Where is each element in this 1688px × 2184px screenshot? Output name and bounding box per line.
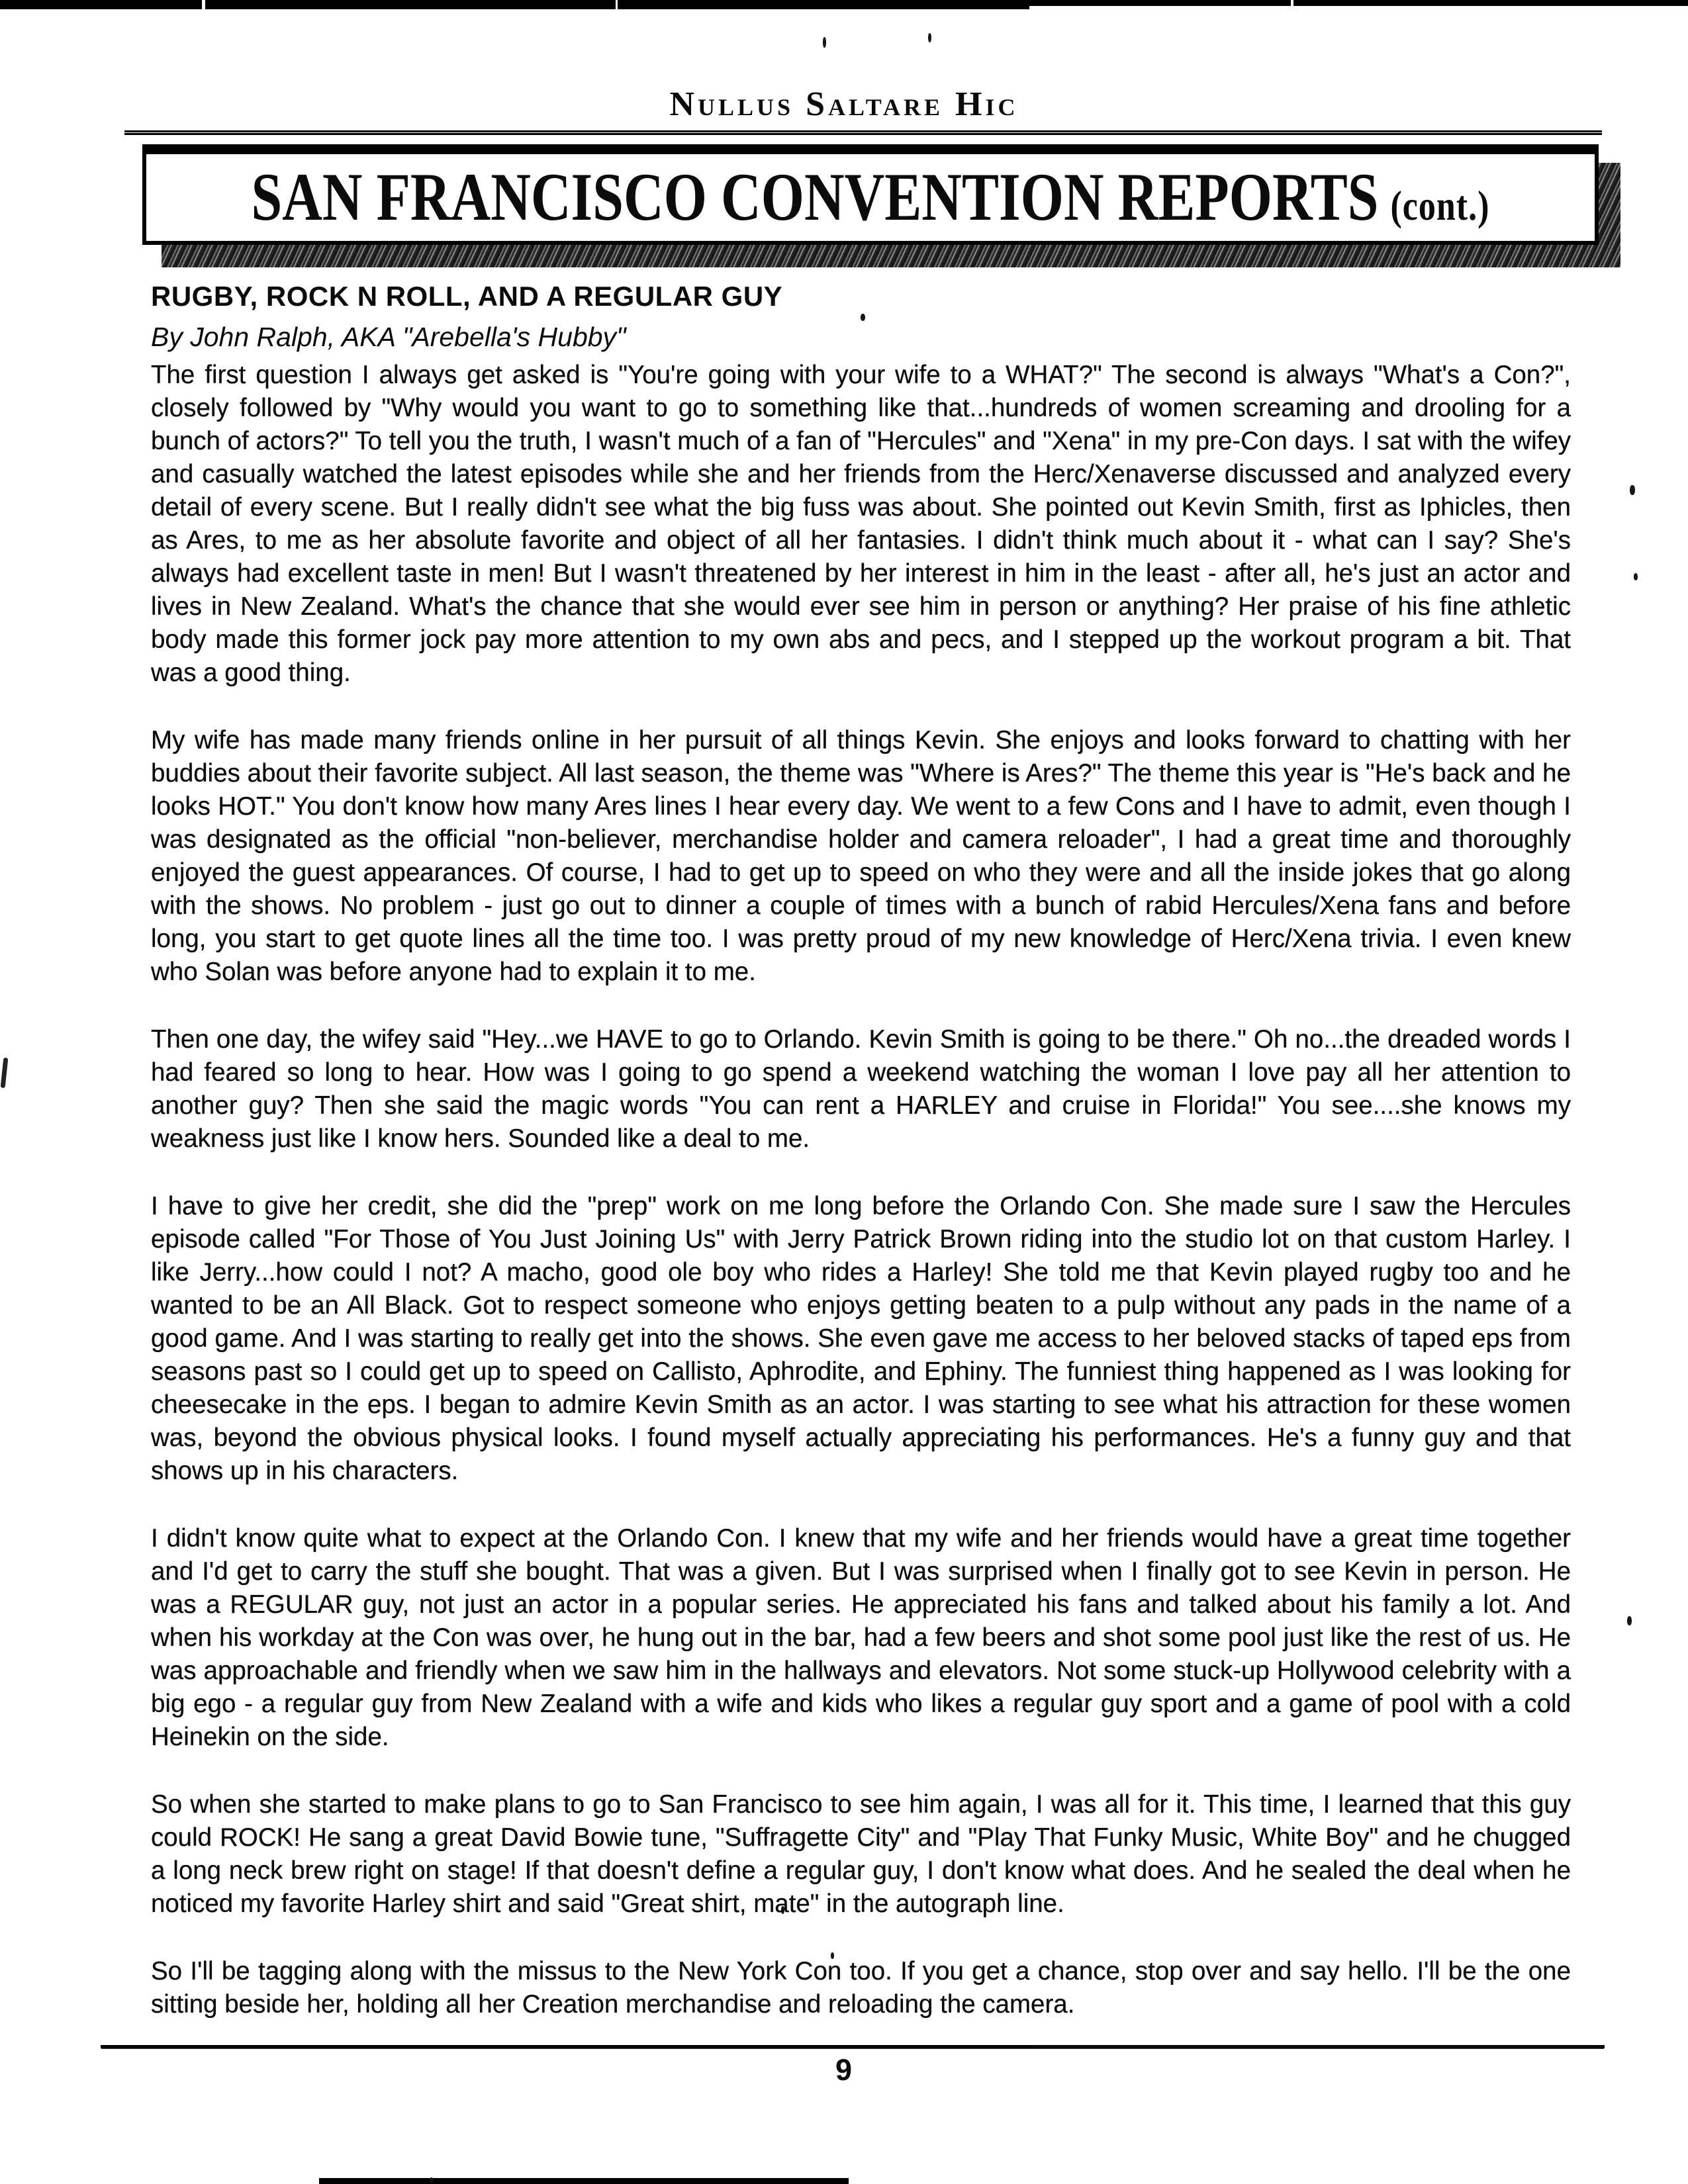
left-edge-scan-mark: [1, 1058, 9, 1088]
article-byline: By John Ralph, AKA "Arebella's Hubby": [151, 322, 626, 352]
article-body: [151, 359, 1571, 2056]
paragraph: I have to give her credit, she did the "prep" work on me long before the Orlando Con. She made sure I saw the Hercules episode called "For Those of You Just Joining Us" with Jerry Patrick Brown riding into the studio lot on that custom Harley. I like Jerry...how could I not? A macho, good ole boy who rides a Harley! She told me that Kevin played rugby too and he wanted to be an All Black. Got to respect someone who enjoys getting beaten to a pulp without any pads in the name of a good game. And I was starting to really get into the shows. She even gave me access to her beloved stacks of taped eps from seasons past so I could get up to speed on Callisto, Aphrodite, and Ephiny. The funniest thing happened as I was looking for cheesecake in the eps. I began to admire Kevin Smith as an actor. I was starting to see what his attraction for these women was, beyond the obvious physical looks. I found myself actually appreciating his performances. He's a funny guy and that shows up in his characters.: [151, 1192, 1571, 1485]
bottom-edge-scan-artifact: [319, 2178, 849, 2184]
scan-speck: [1627, 1616, 1632, 1625]
zine-title: Nullus Saltare Hic: [669, 85, 1019, 123]
top-edge-scan-artifact: [0, 0, 1033, 9]
paragraph: So I'll be tagging along with the missus to the New York Con too. If you get a chance, stop over and say hello. I'll be the one sitting beside her, holding all her Creation merchandise and reloading the camera.: [151, 1957, 1571, 2019]
scan-speck: [928, 33, 931, 42]
paragraph: My wife has made many friends online in her pursuit of all things Kevin. She enjoys and looks forward to chatting with her buddies about their favorite subject. All last season, the theme was "Where is Ares?" The theme this year is "He's back and he looks HOT." You don't know how many Ares lines I hear every day. We went to a few Cons and I have to admit, even though I was designated as the official "non-believer, merchandise holder and camera reloader", I had a great time and thoroughly enjoyed the guest appearances. Of course, I had to get up to speed on who they were and all the inside jokes that go along with the shows. No problem - just go out to dinner a couple of times with a bunch of rabid Hercules/Xena fans and before long, you start to get quote lines all the time too. I was pretty proud of my new knowledge of Herc/Xena trivia. I even knew who Solan was before anyone had to explain it to me.: [151, 726, 1571, 986]
section-title-text: [252, 158, 1490, 236]
banner-cont-label: (cont.): [1390, 183, 1490, 230]
scan-speck: [823, 37, 826, 48]
header-rule: [124, 130, 1602, 135]
top-edge-scan-artifact-right: [1019, 0, 1688, 6]
scan-speck: [430, 2177, 433, 2183]
scan-speck: [1634, 573, 1638, 580]
paragraph: The first question I always get asked is "You're going with your wife to a WHAT?" The second is always "What's a Con?", closely followed by "Why would you want to go to something like that...hundreds of women screaming and drooling for a bunch of actors?" To tell you the truth, I wasn't much of a fan of "Hercules" and "Xena" in my pre-Con days. I sat with the wifey and casually watched the latest episodes while she and her friends from the Herc/Xenaverse discussed and analyzed every detail of every scene. But I really didn't see what the big fuss was about. She pointed out Kevin Smith, first as Iphicles, then as Ares, to me as her absolute favorite and object of all her fantasies. I didn't think much about it - what can I say? She's always had excellent taste in men! But I wasn't threatened by her interest in him in the least - after all, he's just an actor and lives in New Zealand. What's the chance that she would ever see him in person or anything? Her praise of his fine athletic body made this former jock pay more attention to my own abs and pecs, and I stepped up the workout program a bit. That was a good thing.: [151, 361, 1571, 687]
article-heading: RUGBY, ROCK N ROLL, AND A REGULAR GUY: [151, 281, 783, 312]
scan-speck: [861, 314, 865, 321]
footer-rule: [101, 2045, 1605, 2048]
banner-title: SAN FRANCISCO CONVENTION REPORTS: [251, 159, 1379, 236]
scan-speck: [1630, 485, 1635, 495]
paragraph: I didn't know quite what to expect at the Orlando Con. I knew that my wife and her friends would have a great time together and I'd get to carry the stuff she bought. That was a given. But I was surprised when I finally got to see Kevin in person. He was a REGULAR guy, not just an actor in a popular series. He appreciated his fans and talked about his family a lot. And when his workday at the Con was over, he hung out in the bar, had a few beers and shot some pool just like the rest of us. He was approachable and friendly when we saw him in the hallways and elevators. Not some stuck-up Hollywood celebrity with a big ego - a regular guy from New Zealand with a wife and kids who likes a regular guy sport and a game of pool with a cold Heinekin on the side.: [151, 1524, 1571, 1751]
page-number: 9: [835, 2053, 853, 2087]
paragraph: So when she started to make plans to go to San Francisco to see him again, I was all for it. This time, I learned that this guy could ROCK! He sang a great David Bowie tune, "Suffragette City" and "Play That Funky Music, White Boy" and he chugged a long neck brew right on stage! If that doesn't define a regular guy, I don't know what does. And he sealed the deal when he noticed my favorite Harley shirt and said "Great shirt, mate" in the autograph line.: [151, 1790, 1571, 1918]
paragraph: Then one day, the wifey said "Hey...we HAVE to go to Orlando. Kevin Smith is going to be there." Oh no...the dreaded words I had feared so long to hear. How was I going to go spend a weekend watching the woman I love pay all her attention to another guy? Then she said the magic words "You can rent a HARLEY and cruise in Florida!" You see....she knows my weakness just like I know hers. Sounded like a deal to me.: [151, 1025, 1571, 1153]
section-title-banner: [142, 144, 1599, 245]
